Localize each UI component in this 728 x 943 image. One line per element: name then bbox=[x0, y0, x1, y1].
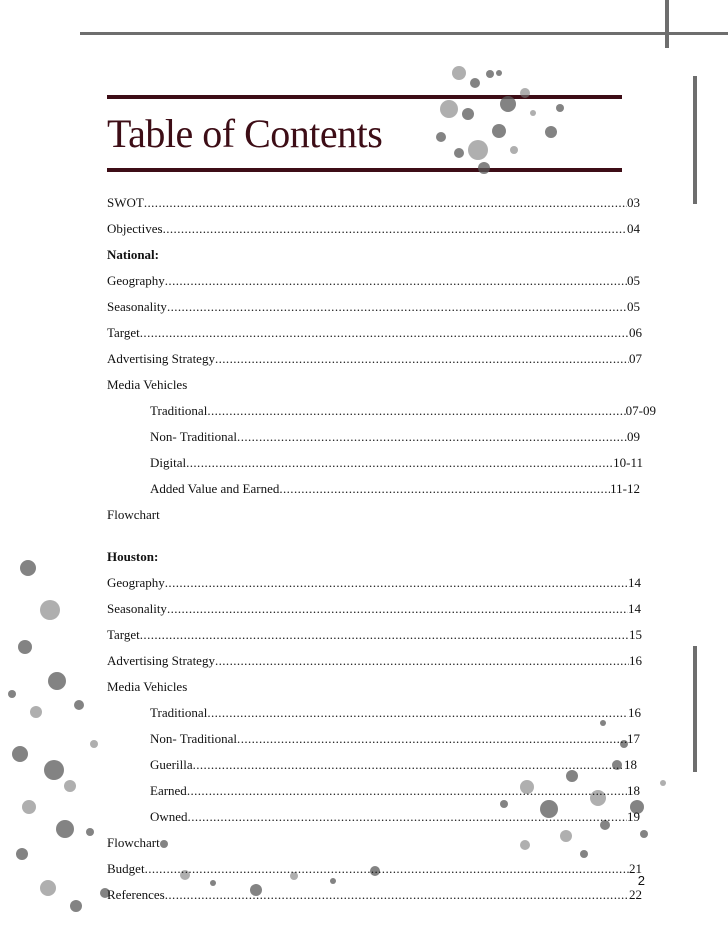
dot-leader bbox=[187, 780, 627, 802]
ink-splat bbox=[8, 690, 16, 698]
ink-splat bbox=[530, 110, 536, 116]
dot-leader bbox=[144, 192, 627, 214]
ink-splat bbox=[486, 70, 494, 78]
title-rule-top bbox=[107, 95, 622, 99]
toc-entry-page: 17 bbox=[627, 731, 640, 746]
toc-entry-label: References bbox=[107, 887, 165, 902]
toc-entry-page: 14 bbox=[628, 575, 641, 590]
dot-leader bbox=[279, 478, 610, 500]
toc-entry-geography[interactable] bbox=[107, 572, 641, 594]
page-title: Table of Contents bbox=[107, 111, 383, 156]
dot-leader bbox=[188, 806, 627, 828]
dot-leader bbox=[167, 598, 628, 620]
toc-entry-page: 14 bbox=[628, 601, 641, 616]
dot-leader bbox=[165, 572, 628, 594]
toc-entry-references[interactable] bbox=[107, 884, 642, 906]
ink-splat bbox=[440, 100, 458, 118]
toc-entry-page: 04 bbox=[627, 221, 640, 236]
ink-splat bbox=[545, 126, 557, 138]
vertical-rule bbox=[665, 0, 669, 48]
toc-entry-label: Geography bbox=[107, 273, 165, 288]
ink-splat bbox=[452, 66, 466, 80]
toc-entry-page: 21 bbox=[629, 861, 642, 876]
ink-splat bbox=[48, 672, 66, 690]
toc-entry-budget[interactable] bbox=[107, 858, 642, 880]
toc-entry-flowchart[interactable]: Flowchart bbox=[107, 507, 160, 522]
ink-splat bbox=[30, 706, 42, 718]
toc-entry-owned[interactable] bbox=[150, 806, 640, 828]
ink-splat bbox=[468, 140, 488, 160]
ink-splat bbox=[470, 78, 480, 88]
ink-splat bbox=[86, 828, 94, 836]
toc-entry-non-traditional[interactable] bbox=[150, 426, 640, 448]
ink-splat bbox=[18, 640, 32, 654]
toc-entry-label: Owned bbox=[150, 809, 188, 824]
vertical-rule bbox=[693, 646, 697, 772]
vertical-rule bbox=[693, 76, 697, 204]
toc-entry-swot[interactable] bbox=[107, 192, 640, 214]
toc-entry-label: Geography bbox=[107, 575, 165, 590]
toc-entry-non-traditional[interactable] bbox=[150, 728, 640, 750]
ink-splat bbox=[496, 70, 502, 76]
toc-entry-page: 18 bbox=[627, 783, 640, 798]
ink-splat bbox=[22, 800, 36, 814]
toc-entry-objectives[interactable] bbox=[107, 218, 640, 240]
toc-entry-page: 16 bbox=[628, 705, 641, 720]
dot-leader bbox=[186, 452, 613, 474]
toc-entry-page: 18 bbox=[624, 757, 637, 772]
toc-entry-advertising-strategy[interactable] bbox=[107, 650, 642, 672]
ink-splat bbox=[44, 760, 64, 780]
section-heading-houston: Houston: bbox=[107, 549, 159, 564]
toc-entry-label: Non- Traditional bbox=[150, 731, 238, 746]
ink-splat bbox=[20, 560, 36, 576]
toc-entry-label: Seasonality bbox=[107, 299, 167, 314]
ink-splat bbox=[70, 900, 82, 912]
ink-splat bbox=[160, 840, 168, 848]
ink-splat bbox=[478, 162, 490, 174]
toc-entry-label: Objectives bbox=[107, 221, 163, 236]
dot-leader bbox=[193, 754, 624, 776]
toc-entry-page: 22 bbox=[629, 887, 642, 902]
ink-splat bbox=[436, 132, 446, 142]
toc-entry-page: 07-09 bbox=[625, 403, 656, 418]
toc-entry-traditional[interactable] bbox=[150, 400, 656, 422]
toc-entry-flowchart[interactable]: Flowchart bbox=[107, 835, 160, 850]
ink-splat bbox=[40, 880, 56, 896]
toc-entry-label: Target bbox=[107, 627, 140, 642]
toc-entry-earned[interactable] bbox=[150, 780, 640, 802]
toc-entry-page: 16 bbox=[629, 653, 642, 668]
ink-splat bbox=[16, 848, 28, 860]
ink-splat bbox=[454, 148, 464, 158]
ink-splat bbox=[500, 96, 516, 112]
toc-entry-label: Non- Traditional bbox=[150, 429, 238, 444]
toc-entry-page: 15 bbox=[629, 627, 642, 642]
ink-splat bbox=[90, 740, 98, 748]
ink-splat bbox=[510, 146, 518, 154]
toc-entry-label: Budget bbox=[107, 861, 145, 876]
ink-splat bbox=[520, 840, 530, 850]
toc-entry-label: Digital bbox=[150, 455, 187, 470]
toc-entry-page: 11-12 bbox=[610, 481, 640, 496]
ink-splat bbox=[462, 108, 474, 120]
page-number: 2 bbox=[637, 873, 645, 888]
dot-leader bbox=[215, 348, 629, 370]
dot-leader bbox=[167, 296, 627, 318]
toc-entry-label: Added Value and Earned bbox=[150, 481, 280, 496]
toc-entry-label: Traditional bbox=[150, 705, 208, 720]
ink-splat bbox=[560, 830, 572, 842]
toc-entry-label: Traditional bbox=[150, 403, 208, 418]
toc-entry-geography[interactable] bbox=[107, 270, 640, 292]
ink-splat bbox=[74, 700, 84, 710]
toc-entry-advertising-strategy[interactable] bbox=[107, 348, 642, 370]
toc-entry-page: 03 bbox=[627, 195, 640, 210]
toc-entry-traditional[interactable] bbox=[150, 702, 641, 724]
toc-entry-added-value[interactable] bbox=[150, 478, 640, 500]
dot-leader bbox=[207, 702, 628, 724]
dot-leader bbox=[165, 270, 627, 292]
toc-entry-label: Advertising Strategy bbox=[107, 653, 215, 668]
ink-splat bbox=[64, 780, 76, 792]
toc-entry-page: 09 bbox=[627, 429, 640, 444]
dot-leader bbox=[207, 400, 625, 422]
media-vehicles-heading: Media Vehicles bbox=[107, 679, 188, 694]
ink-splat bbox=[580, 850, 588, 858]
dot-leader bbox=[165, 884, 629, 906]
ink-splat bbox=[56, 820, 74, 838]
dot-leader bbox=[237, 728, 627, 750]
dot-leader bbox=[237, 426, 627, 448]
dot-leader bbox=[145, 858, 629, 880]
toc-entry-label: Seasonality bbox=[107, 601, 167, 616]
toc-entry-label: Target bbox=[107, 325, 140, 340]
toc-entry-digital[interactable] bbox=[150, 452, 643, 474]
toc-entry-page: 05 bbox=[627, 299, 640, 314]
ink-splat bbox=[40, 600, 60, 620]
dot-leader bbox=[140, 624, 629, 646]
ink-splat bbox=[660, 780, 666, 786]
toc-entry-page: 07 bbox=[629, 351, 642, 366]
toc-entry-guerilla[interactable] bbox=[150, 754, 637, 776]
toc-entry-page: 06 bbox=[629, 325, 642, 340]
ink-splat bbox=[492, 124, 506, 138]
toc-entry-seasonality[interactable] bbox=[107, 296, 640, 318]
ink-splat bbox=[520, 88, 530, 98]
toc-entry-label: SWOT bbox=[107, 195, 144, 210]
toc-entry-label: Earned bbox=[150, 783, 187, 798]
toc-entry-label: Guerilla bbox=[150, 757, 193, 772]
section-heading-national: National: bbox=[107, 247, 159, 262]
toc-entry-page: 10-11 bbox=[613, 455, 643, 470]
ink-splat bbox=[640, 830, 648, 838]
ink-splat bbox=[12, 746, 28, 762]
ink-splat bbox=[556, 104, 564, 112]
title-rule-bottom bbox=[107, 168, 622, 172]
dot-leader bbox=[140, 322, 629, 344]
dot-leader bbox=[163, 218, 627, 240]
toc-entry-label: Advertising Strategy bbox=[107, 351, 215, 366]
toc-entry-seasonality[interactable] bbox=[107, 598, 641, 620]
toc-entry-page: 19 bbox=[627, 809, 640, 824]
toc-entry-target[interactable] bbox=[107, 624, 642, 646]
top-rule bbox=[80, 32, 728, 35]
dot-leader bbox=[215, 650, 629, 672]
media-vehicles-heading: Media Vehicles bbox=[107, 377, 188, 392]
toc-entry-target[interactable] bbox=[107, 322, 642, 344]
toc-entry-page: 05 bbox=[627, 273, 640, 288]
